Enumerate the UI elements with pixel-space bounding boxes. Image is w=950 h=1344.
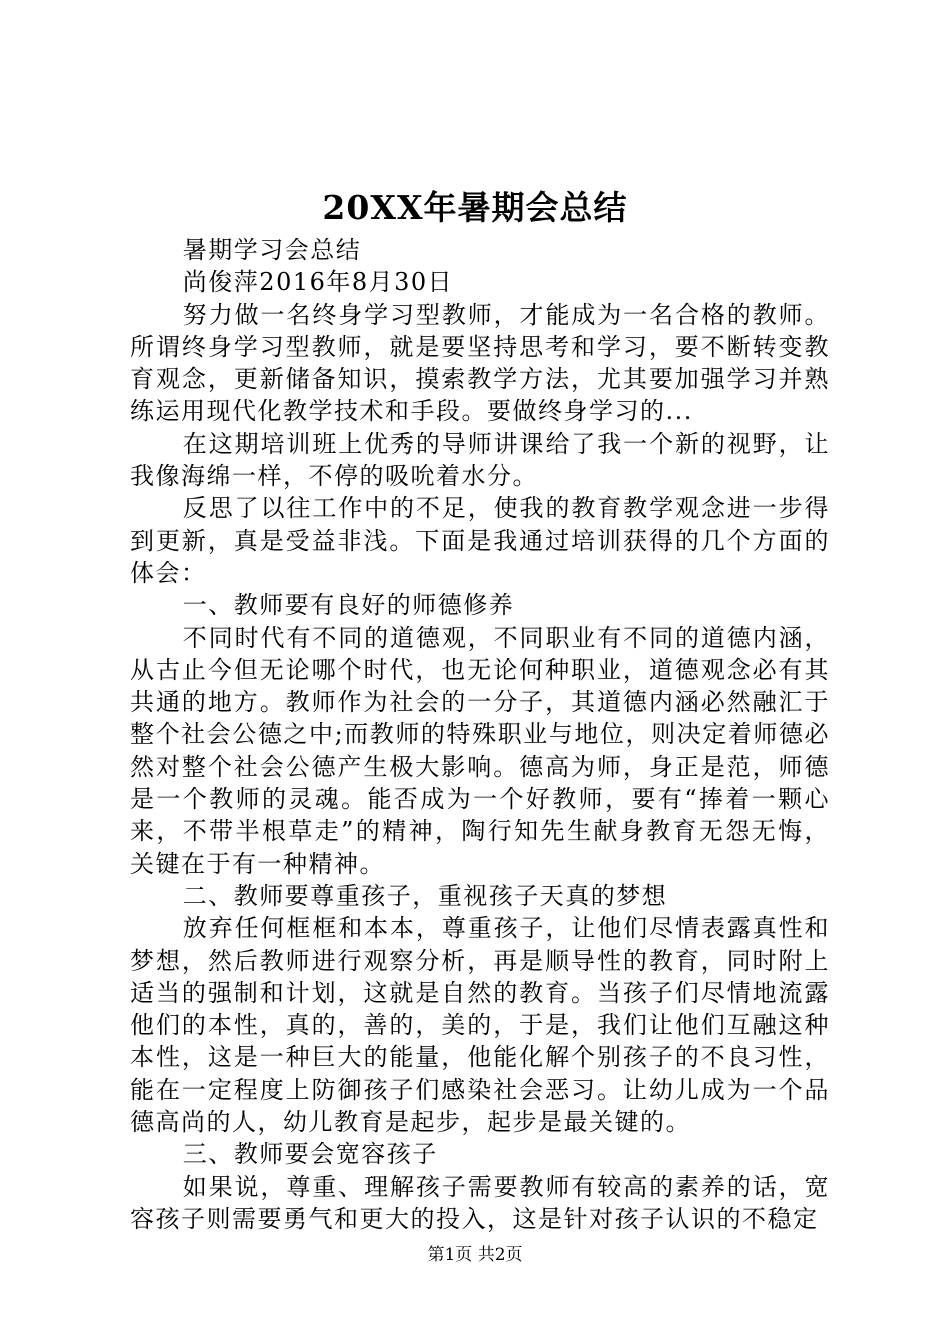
document-body	[130, 234, 830, 1235]
document-title: 20XX年暑期会总结	[322, 188, 628, 227]
paragraph-author-date: 尚俊萍2016年8月30日	[182, 268, 454, 297]
paragraph: 不同时代有不同的道德观，不同职业有不同的道德内涵，从古止今但无论哪个时代，也无论何种职业，道德观念必有其共通的地方。教师作为社会的一分子，其道德内涵必然融汇于整个社会公德之中;而教师的特殊职业与地位，则决定着师德必然对整个社会公德产生极大影响。德高为师，身正是范，师德是一个教师的灵魂。能否成为一个好教师，要有“捧着一颗心来，不带半根草走”的精神，陶行知先生献身教育无怨无悔，关键在于有一种精神。	[130, 623, 830, 878]
paragraph: 放弃任何框框和本本，尊重孩子，让他们尽情表露真性和梦想，然后教师进行观察分析，再是顺导性的教育，同时附上适当的强制和计划，这就是自然的教育。当孩子们尽情地流露他们的本性，真的，善的，美的，于是，我们让他们互融这种本性，这是一种巨大的能量，他能化解个别孩子的不良习性，能在一定程度上防御孩子们感染社会恶习。让幼儿成为一个品德高尚的人，幼儿教育是起步，起步是最关键的。	[130, 914, 830, 1137]
paragraph: 反思了以往工作中的不足，使我的教育教学观念进一步得到更新，真是受益非浅。下面是我通过培训获得的几个方面的体会：	[130, 494, 830, 587]
page-footer: 第1页 共2页	[427, 1245, 523, 1265]
paragraph-subtitle: 暑期学习会总结	[182, 236, 362, 264]
paragraph: 努力做一名终身学习型教师，才能成为一名合格的教师。所谓终身学习型教师，就是要坚持思考和学习，要不断转变教育观念，更新储备知识，摸索教学方法，尤其要加强学习并熟练运用现代化教学技术和手段。要做终身学习的...	[130, 300, 830, 426]
section-heading: 一、教师要有良好的师德修养	[182, 591, 515, 620]
section-heading: 二、教师要尊重孩子，重视孩子天真的梦想	[182, 881, 668, 910]
paragraph: 如果说，尊重、理解孩子需要教师有较高的素养的话，宽容孩子则需要勇气和更大的投入，这是针对孩子认识的不稳定	[130, 1172, 830, 1233]
paragraph: 在这期培训班上优秀的导师讲课给了我一个新的视野，让我像海绵一样，不停的吸吮着水分。	[130, 429, 830, 491]
section-heading: 三、教师要会宽容孩子	[182, 1140, 438, 1169]
